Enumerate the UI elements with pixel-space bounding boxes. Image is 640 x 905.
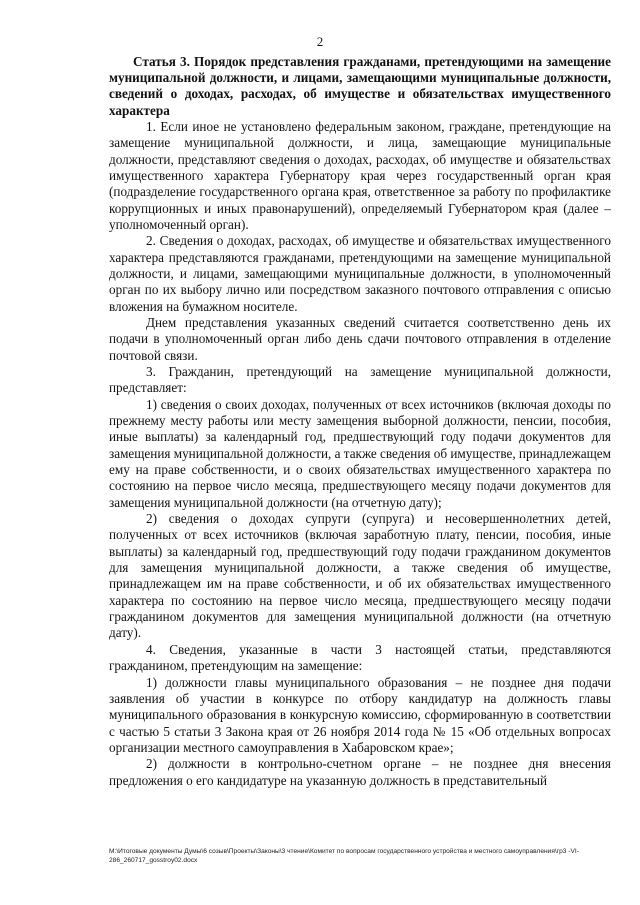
paragraph-part-3: 3. Гражданин, претендующий на замещение муниципальной должности, представляет: (109, 363, 611, 396)
paragraph-part-1: 1. Если иное не установлено федеральным законом, граждане, претендующие на замещение муниципальной должности, и лица, замещающие муниципальные должности, представляют сведения о доходах, расходах, об имуществе и обязательствах имущественного характера Губернатору края через государственный орган края (подразделение государственного органа края, ответственное за работу по профилактике коррупционных и иных правонарушений), определяемый Губернатором края (далее – уполномоченный орган). (109, 118, 611, 232)
paragraph-part-4-item-1: 1) должности главы муниципального образования – не позднее дня подачи заявления об участии в конкурсе по отбору кандидатур на должность главы муниципального образования в конкурсную комиссию, сформированную в соответствии с частью 5 статьи 3 Закона края от 26 ноября 2014 года № 15 «Об отдельных вопросах организации местного самоуправления в Хабаровском крае»; (109, 674, 611, 755)
paragraph-part-4: 4. Сведения, указанные в части 3 настоящей статьи, представляются гражданином, претендующим на замещение: (109, 641, 611, 674)
file-path-footer: M:\Итоговые документы Думы\6 созыв\Проекты\Законы\3 чтение\Комитет по вопросам государственного устройства и местного самоуправления\гр3 -VI-286_260717_gosstroy02.docx (109, 848, 579, 864)
paragraph-part-2: 2. Сведения о доходах, расходах, об имуществе и обязательствах имущественного характера представляются гражданами, претендующими на замещение муниципальной должности, и лицами, замещающими муниципальные должности, в уполномоченный орган по их выбору лично или посредством заказного почтового отправления с описью вложения на бумажном носителе. (109, 233, 611, 314)
page-number: 2 (316, 34, 324, 49)
paragraph-part-3-item-1: 1) сведения о своих доходах, полученных от всех источников (включая доходы по прежнему месту работы или месту замещения выборной должности, пенсии, пособия, иные выплаты) за календарный год, предшествующий году подачи документов для замещения муниципальной должности, а также сведения об имуществе, принадлежащем ему на праве собственности, и о своих обязательствах имущественного характера по состоянию на первое число месяца, предшествующего месяцу подачи документов для замещения муниципальной должности (на отчетную дату); (109, 396, 611, 510)
paragraph-part-3-item-2: 2) сведения о доходах супруги (супруга) и несовершеннолетних детей, полученных от всех источников (включая заработную плату, пенсии, пособия, иные выплаты) за календарный год, предшествующий году подачи гражданином документов для замещения муниципальной должности, а также сведения об имуществе, принадлежащем им на праве собственности, и об их обязательствах имущественного характера по состоянию на первое число месяца, предшествующего месяцу подачи гражданином документов для замещения муниципальной должности (на отчетную дату). (109, 511, 611, 641)
paragraph-submission-day: Днем представления указанных сведений считается соответственно день их подачи в уполномоченный орган либо день сдачи почтового отправления в отделение почтовой связи. (109, 314, 611, 363)
article-heading: Статья 3. Порядок представления гражданами, претендующими на замещение муниципальной должности, и лицами, замещающими муниципальные должности, сведений о доходах, расходах, об имуществе и обязательствах имущественного характера (109, 54, 611, 118)
paragraph-part-4-item-2: 2) должности в контрольно-счетном органе – не позднее дня внесения предложения о его кандидатуре на указанную должность в представительный (109, 756, 611, 788)
document-body (109, 54, 611, 789)
